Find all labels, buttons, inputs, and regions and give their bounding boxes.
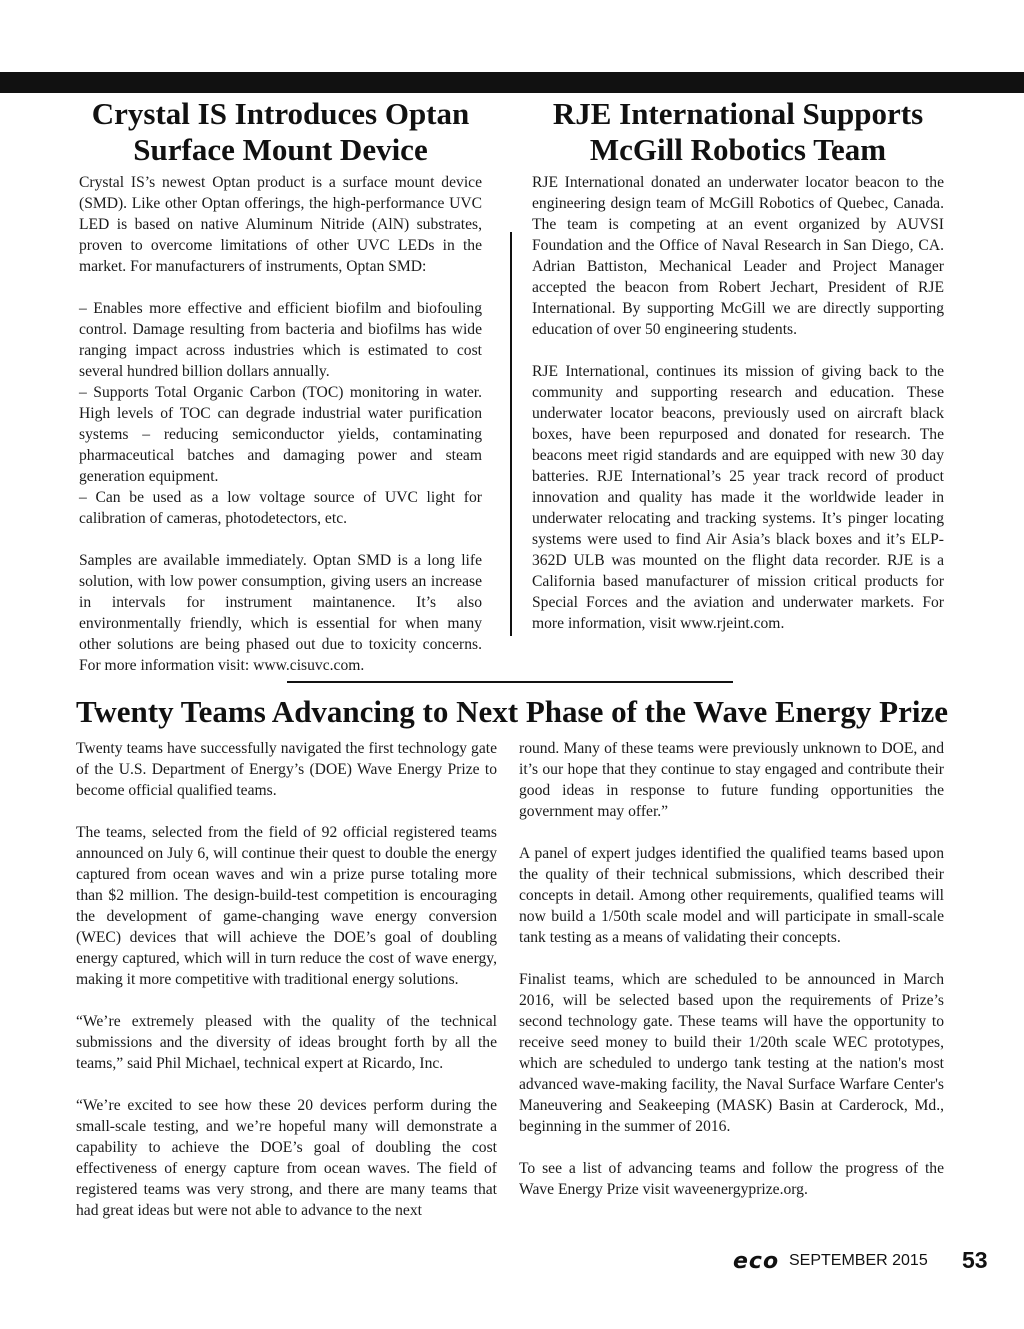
top-banner-bar xyxy=(0,72,1024,93)
article-title: Crystal IS Introduces Optan Surface Mount Device xyxy=(91,96,470,167)
paragraph: To see a list of advancing teams and follow the progress of the Wave Energy Prize visit waveenergyprize.org. xyxy=(519,1160,944,1198)
issue-date: SEPTEMBER 2015 xyxy=(789,1252,928,1269)
section-divider xyxy=(287,681,733,683)
paragraph: – Supports Total Organic Carbon (TOC) monitoring in water. High levels of TOC can degrade industrial water purification systems – reducing semiconductor yields, contaminating pharmaceutical batches and damaging power and steam generation equipment. xyxy=(79,384,482,485)
paragraph: round. Many of these teams were previously unknown to DOE, and it’s our hope that they continue to stay engaged and contribute their good ideas in response to future funding opportunities the government may offer.” xyxy=(519,740,944,820)
article-title: RJE International Supports McGill Robotics Team xyxy=(552,96,924,167)
article-body xyxy=(532,172,944,634)
article-crystal-is xyxy=(79,96,482,676)
paragraph: Twenty teams have successfully navigated the first technology gate of the U.S. Department of Energy’s (DOE) Wave Energy Prize to become official qualified teams. xyxy=(76,740,497,799)
paragraph: “We’re excited to see how these 20 devices perform during the small-scale testing, and we’re hopeful many will demonstrate a capability to achieve the DOE’s goal of doubling the cost effectiveness of energy capture from ocean waves. The field of registered teams was very strong, and there are many teams that had great ideas but were not able to advance to the next xyxy=(76,1097,497,1219)
article-wave-energy-left-column xyxy=(76,738,497,1221)
paragraph: Finalist teams, which are scheduled to be announced in March 2016, will be selected based upon the requirements of Prize’s second technology gate. These teams will have the opportunity to receive seed money to build their 1/20th scale WEC prototypes, which are scheduled to undergo tank testing at the nation's most advanced wave-making facility, the Naval Surface Warfare Center's Maneuvering and Seakeeping (MASK) Basin at Carderock, Md., beginning in the summer of 2016. xyxy=(519,971,944,1135)
paragraph: Crystal IS’s newest Optan product is a surface mount device (SMD). Like other Optan offerings, the high-performance UVC LED is based on native Aluminum Nitride (AlN) substrates, proven to overcome limitations of other UVC LEDs in the market. For manufacturers of instruments, Optan SMD: xyxy=(79,174,482,275)
article-body xyxy=(79,172,482,676)
paragraph: RJE International, continues its mission of giving back to the community and supporting research and education. These underwater locator beacons, previously used on aircraft black boxes, have been repurposed and donated for research. The beacons meet rigid standards and are equipped with new 30 day batteries. RJE International’s 25 year track record of product innovation and quality has made it the worldwide leader in underwater relocating and tracking systems. It’s pinger locating systems were used to find Air Asia’s black boxes and it’s ELP-362D ULB was mounted on the flight data recorder. RJE is a California based manufacturer of mission critical products for Special Forces and the aviation and underwater markets. For more information, visit www.rjeint.com. xyxy=(532,363,944,632)
paragraph: – Enables more effective and efficient biofilm and biofouling control. Damage resulting from bacteria and biofilms has wide ranging impact across industries which is estimated to cost several hundred billion dollars annually. xyxy=(79,300,482,380)
column-divider xyxy=(510,232,512,636)
paragraph: A panel of expert judges identified the qualified teams based upon the quality of their technical submissions, which described their concepts in detail. Among other requirements, qualified teams will now build a 1/50th scale model and will participate in small-scale tank testing as a means of validating their concepts. xyxy=(519,845,944,946)
page-footer xyxy=(700,1247,1000,1277)
article-body xyxy=(519,738,944,1200)
page-number: 53 xyxy=(962,1247,988,1273)
article-body xyxy=(76,738,497,1221)
article-rje-international xyxy=(532,96,944,634)
paragraph: The teams, selected from the field of 92 official registered teams announced on July 6, will continue their quest to double the energy captured from ocean waves and win a prize purse totaling more than $2 million. The design-build-test competition is encouraging the development of game-changing wave energy conversion (WEC) devices that will achieve the DOE’s goal of doubling energy captured, which will in turn reduce the cost of wave energy, making it more competitive with traditional energy solutions. xyxy=(76,824,497,988)
article-wave-energy-right-column xyxy=(519,738,944,1200)
paragraph: Samples are available immediately. Optan SMD is a long life solution, with low power consumption, giving users an increase in intervals for instrument maintanence. It’s also environmentally friendly, which is essential for when many other solutions are being phased out due to toxicity concerns. For more information visit: www.cisuvc.com. xyxy=(79,552,482,674)
paragraph: RJE International donated an underwater locator beacon to the engineering design team of McGill Robotics of Quebec, Canada. The team is competing at an event organized by AUVSI Foundation and the Office of Naval Research in San Diego, CA. Adrian Battiston, Mechanical Leader and Project Manager accepted the beacon from Robert Jechart, President of RJE International. By supporting McGill we are directly supporting education of over 50 engineering students. xyxy=(532,174,944,338)
paragraph: – Can be used as a low voltage source of UVC light for calibration of cameras, photodetectors, etc. xyxy=(79,489,482,527)
paragraph: “We’re extremely pleased with the quality of the technical submissions and the diversity of ideas brought forth by all the teams,” said Phil Michael, technical expert at Ricardo, Inc. xyxy=(76,1013,497,1072)
magazine-logo: eco xyxy=(733,1249,780,1274)
article-title-wave-energy: Twenty Teams Advancing to Next Phase of the Wave Energy Prize xyxy=(76,694,948,729)
